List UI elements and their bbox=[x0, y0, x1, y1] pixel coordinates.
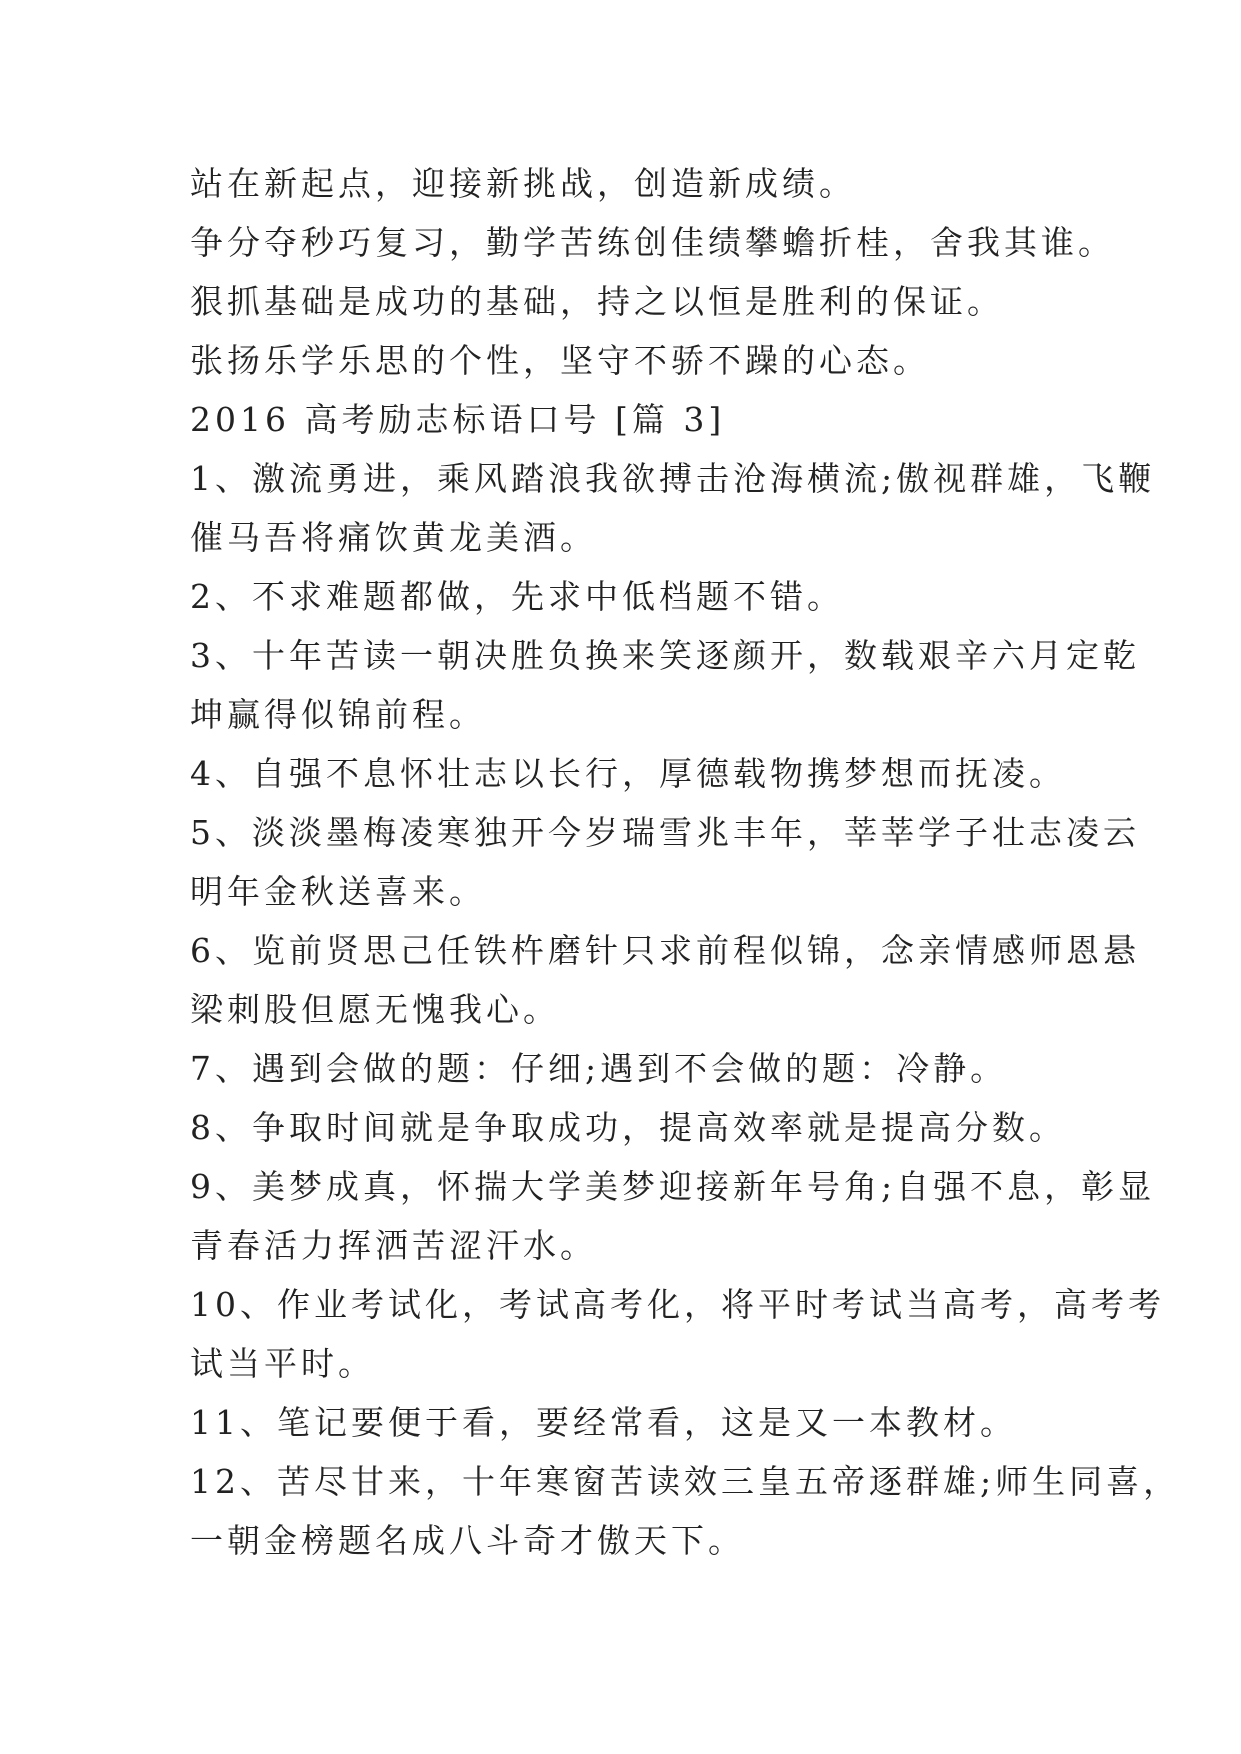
text-line: 站在新起点，迎接新挑战，创造新成绩。 bbox=[190, 164, 856, 203]
text-line: 青春活力挥洒苦涩汗水。 bbox=[190, 1226, 597, 1265]
text-line: 试当平时。 bbox=[190, 1344, 375, 1383]
section-heading: 2016 高考励志标语口号 [篇 3] bbox=[190, 400, 726, 439]
text-line: 张扬乐学乐思的个性，坚守不骄不躁的心态。 bbox=[190, 341, 930, 380]
text-line: 梁刺股但愿无愧我心。 bbox=[190, 990, 560, 1029]
text-line: 催马吾将痛饮黄龙美酒。 bbox=[190, 518, 597, 557]
text-line: 一朝金榜题名成八斗奇才傲天下。 bbox=[190, 1521, 745, 1560]
text-line: 7、遇到会做的题：仔细;遇到不会做的题：冷静。 bbox=[190, 1049, 1008, 1088]
text-line: 10、作业考试化，考试高考化，将平时考试当高考，高考考 bbox=[190, 1285, 1165, 1324]
text-line: 明年金秋送喜来。 bbox=[190, 872, 486, 911]
text-line: 争分夺秒巧复习，勤学苦练创佳绩攀蟾折桂，舍我其谁。 bbox=[190, 223, 1115, 262]
text-line: 12、苦尽甘来，十年寒窗苦读效三皇五帝逐群雄;师生同喜， bbox=[190, 1462, 1181, 1501]
text-line: 8、争取时间就是争取成功，提高效率就是提高分数。 bbox=[190, 1108, 1066, 1147]
text-line: 4、自强不息怀壮志以长行，厚德载物携梦想而抚凌。 bbox=[190, 754, 1066, 793]
text-line: 坤赢得似锦前程。 bbox=[190, 695, 486, 734]
text-line: 5、淡淡墨梅凌寒独开今岁瑞雪兆丰年，莘莘学子壮志凌云 bbox=[190, 813, 1140, 852]
text-line: 2、不求难题都做，先求中低档题不错。 bbox=[190, 577, 844, 616]
text-line: 1、激流勇进，乘风踏浪我欲搏击沧海横流;傲视群雄，飞鞭 bbox=[190, 459, 1156, 498]
document-body bbox=[190, 154, 1181, 1570]
text-line: 6、览前贤思己任铁杵磨针只求前程似锦，念亲情感师恩悬 bbox=[190, 931, 1140, 970]
text-line: 狠抓基础是成功的基础，持之以恒是胜利的保证。 bbox=[190, 282, 1004, 321]
text-line: 9、美梦成真，怀揣大学美梦迎接新年号角;自强不息，彰显 bbox=[190, 1167, 1156, 1206]
text-line: 11、笔记要便于看，要经常看，这是又一本教材。 bbox=[190, 1403, 1017, 1442]
text-line: 3、十年苦读一朝决胜负换来笑逐颜开，数载艰辛六月定乾 bbox=[190, 636, 1140, 675]
